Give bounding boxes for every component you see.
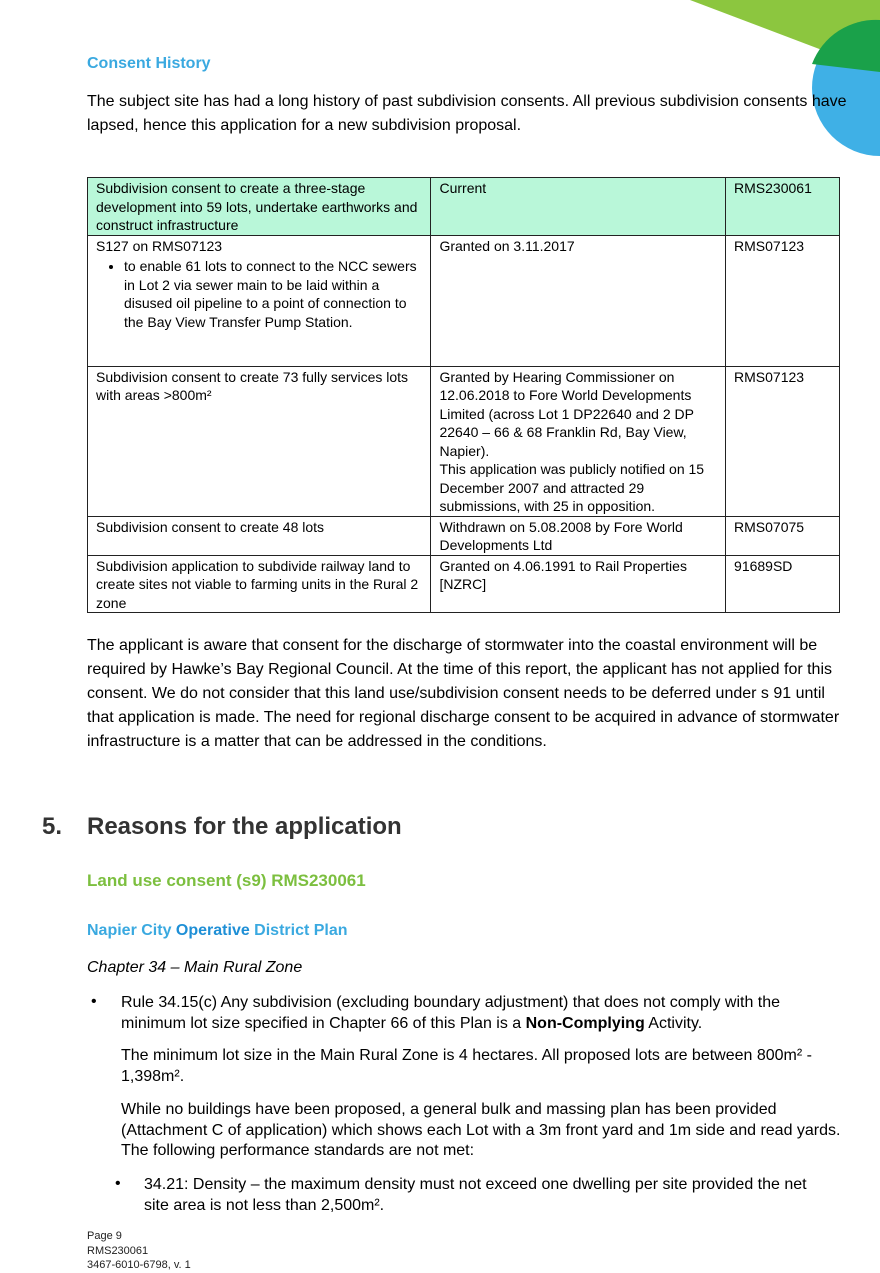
discharge-paragraph: The applicant is aware that consent for the discharge of stormwater into the coastal environment will be required by Hawke’s Bay Regional Council. At the time of this report, the applicant has not applied for this consent. We do not consider that this land use/subdivision consent needs to be deferred under s 91 until that application is made. The need for regional discharge consent to be acquired in advance of stormwater infrastructure is a matter that can be addressed in the conditions. bbox=[87, 637, 840, 750]
consent-description-cell bbox=[88, 235, 431, 366]
section-number: 5. bbox=[42, 813, 63, 840]
consent-status: Granted on 4.06.1991 to Rail Properties [NZRC] bbox=[431, 555, 726, 613]
land-use-heading: Land use consent (s9) RMS230061 bbox=[87, 871, 366, 890]
consent-bullet-list bbox=[96, 257, 422, 331]
consent-description: Subdivision consent to create 48 lots bbox=[88, 516, 431, 555]
table-row bbox=[88, 178, 840, 236]
footer-page-number: Page 9 bbox=[87, 1230, 122, 1242]
rule-text-part: Rule 34.15(c) Any subdivision (excluding boundary adjustment) that does not comply with the minimum lot size specified in Chapter 66 of this Plan is a bbox=[121, 994, 781, 1032]
section-title: Reasons for the application bbox=[87, 813, 402, 840]
consent-status: Granted by Hearing Commissioner on 12.06.2018 to Fore World Developments Limited (across Lot 1 DP22640 and 2 DP 22640 – 66 & 68 Franklin Rd, Bay View, Napier). bbox=[439, 368, 694, 459]
chapter-heading: Chapter 34 – Main Rural Zone bbox=[87, 959, 303, 976]
consent-description: Subdivision consent to create a three-stage development into 59 lots, undertake earthworks and construct infrastructure bbox=[88, 178, 431, 236]
consent-reference: 91689SD bbox=[726, 555, 840, 613]
footer-document-id: 3467-6010-6798, v. 1 bbox=[87, 1259, 191, 1271]
consent-reference: RMS07075 bbox=[726, 516, 840, 555]
district-plan-heading-emphasis: Operative bbox=[175, 922, 250, 939]
table-row bbox=[88, 235, 840, 366]
density-standard: 34.21: Density – the maximum density must not exceed one dwelling per site provided the net site area is not less than 2,500m². bbox=[144, 1176, 807, 1214]
consent-history-intro: The subject site has had a long history of past subdivision consents. All previous subdivision consents have lapsed, hence this application for a new subdivision proposal. bbox=[87, 93, 847, 134]
table-row bbox=[88, 555, 840, 613]
consent-status-cell bbox=[431, 366, 726, 516]
district-plan-heading-part: District Plan bbox=[249, 922, 348, 939]
consent-status: Withdrawn on 5.08.2008 by Fore World Developments Ltd bbox=[431, 516, 726, 555]
table-row bbox=[88, 366, 840, 516]
consent-description: S127 on RMS07123 bbox=[96, 237, 223, 254]
consent-history-table bbox=[87, 177, 840, 613]
bullet-marker: • bbox=[115, 1175, 121, 1192]
consent-status-note: This application was publicly notified on 15 December 2007 and attracted 29 submissions, with 25 in opposition. bbox=[439, 461, 705, 514]
consent-reference: RMS07123 bbox=[726, 235, 840, 366]
consent-status: Granted on 3.11.2017 bbox=[431, 235, 726, 366]
bulk-massing-paragraph: While no buildings have been proposed, a general bulk and massing plan has been provided (Attachment C of application) which shows each Lot with a 3m front yard and 1m side and read yards. The following performance standards are not met: bbox=[121, 1101, 841, 1159]
district-plan-heading bbox=[87, 922, 348, 940]
rule-text-part: Activity. bbox=[644, 1014, 703, 1032]
consent-status: Current bbox=[431, 178, 726, 236]
consent-description: Subdivision consent to create 73 fully services lots with areas >800m² bbox=[88, 366, 431, 516]
table-row bbox=[88, 516, 840, 555]
rule-text bbox=[121, 993, 841, 1034]
bullet-marker: • bbox=[91, 993, 97, 1010]
consent-reference: RMS230061 bbox=[726, 178, 840, 236]
consent-description: Subdivision application to subdivide railway land to create sites not viable to farming units in the Rural 2 zone bbox=[88, 555, 431, 613]
rule-activity-status: Non-Complying bbox=[525, 1014, 645, 1032]
district-plan-heading-part: Napier City bbox=[87, 922, 176, 939]
page-footer bbox=[87, 1229, 191, 1273]
consent-bullet: • to enable 61 lots to connect to the NCC sewers in Lot 2 via sewer main to be laid within a disused oil pipeline to a point of connection to the Bay View Transfer Pump Station. bbox=[124, 257, 422, 331]
footer-reference: RMS230061 bbox=[87, 1244, 149, 1257]
consent-history-heading: Consent History bbox=[87, 55, 211, 72]
consent-reference: RMS07123 bbox=[726, 366, 840, 516]
min-lot-size-paragraph: The minimum lot size in the Main Rural Zone is 4 hectares. All proposed lots are between 800m² - 1,398m². bbox=[121, 1047, 812, 1085]
